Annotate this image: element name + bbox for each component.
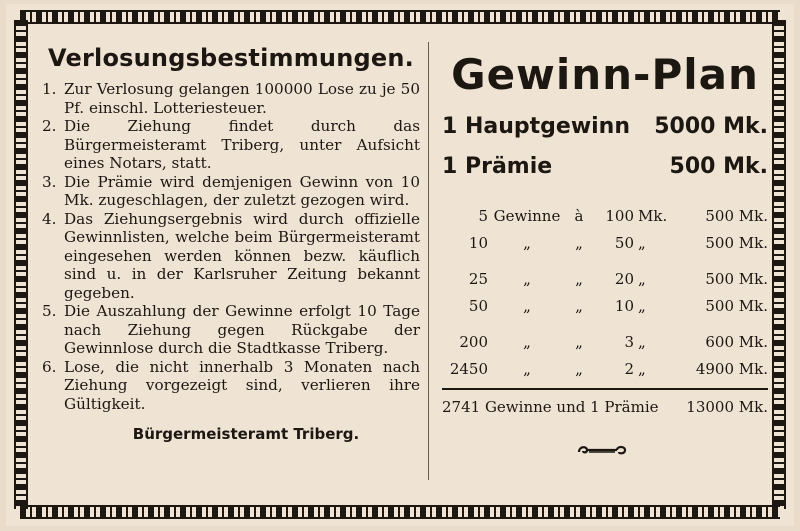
main-prize-amount: 5000 Mk. (654, 114, 768, 139)
prize-unit: „ (638, 359, 646, 378)
rules-section (42, 44, 420, 443)
prize-total: 500 Mk. (705, 233, 768, 252)
prize-total: 4900 Mk. (695, 359, 768, 378)
prize-a: „ (575, 296, 583, 315)
prize-each: 50 (614, 233, 634, 252)
prize-a: „ (575, 233, 583, 252)
decorative-border-right (772, 20, 786, 509)
rule-number: 5. (42, 302, 57, 320)
prize-count: 200 (459, 332, 488, 351)
decorative-border-left (14, 20, 28, 509)
main-prize-row (442, 112, 768, 142)
rule-item (42, 173, 420, 210)
prize-unit: „ (638, 233, 646, 252)
prize-word: Gewinne (493, 206, 561, 225)
rule-text: Die Auszahlung der Gewinne erfolgt 10 Tage nach Ziehung gegen Rückgabe der Gewinnlose durch die Stadtkasse Triberg. (64, 302, 420, 357)
prize-table (442, 202, 768, 382)
premium-label: 1 Prämie (442, 154, 553, 179)
prize-plan-section (442, 44, 768, 420)
premium-amount: 500 Mk. (669, 154, 768, 179)
rule-number: 6. (42, 357, 57, 376)
prize-unit: Mk. (638, 206, 668, 225)
prize-word: „ (523, 296, 531, 315)
rule-number: 2. (42, 117, 57, 135)
rule-item (42, 117, 420, 173)
prize-each: 10 (614, 296, 634, 315)
prize-word: „ (523, 233, 531, 252)
prize-total: 500 Mk. (705, 206, 768, 225)
prize-word: „ (523, 332, 531, 351)
prize-word: „ (523, 269, 531, 288)
rule-text: Zur Verlosung gelangen 100000 Lose zu je 50 Pf. einschl. Lotteriesteuer. (64, 80, 420, 117)
decorative-border-bottom (20, 505, 780, 519)
prize-a: à (574, 206, 584, 225)
rule-number: 4. (42, 209, 57, 228)
rule-text: Lose, die nicht innerhalb 3 Monaten nach Ziehung vorgezeigt sind, verlieren ihre Gültigkeit. (64, 357, 420, 413)
prize-row (442, 328, 768, 355)
rule-item (42, 210, 420, 303)
prize-count: 50 (468, 296, 488, 315)
summary-label: 2741 Gewinne und 1 Prämie (442, 398, 659, 416)
prize-word: „ (523, 359, 531, 378)
prize-each: 3 (624, 332, 634, 351)
prize-row (442, 202, 768, 229)
rule-text: Das Ziehungsergebnis wird durch offizielle Gewinnlisten, welche beim Bürgermeisteramt eingesehen werden können bezw. käuflich sind u. in der Karlsruher Zeitung bekannt gegeben. (64, 209, 420, 302)
prize-unit: „ (638, 332, 646, 351)
rule-item (42, 358, 420, 414)
prize-total: 500 Mk. (705, 296, 768, 315)
column-divider (428, 42, 429, 480)
prize-plan-title: Gewinn-Plan (451, 50, 759, 99)
decorative-border-top (20, 10, 780, 24)
rules-title: Verlosungsbestimmungen. (48, 44, 414, 72)
prize-each: 20 (614, 269, 634, 288)
prize-row (442, 229, 768, 256)
rule-text: Die Ziehung findet durch das Bürgermeisteramt Triberg, unter Aufsicht eines Notars, statt. (64, 117, 420, 172)
prize-unit: „ (638, 269, 646, 288)
rule-number: 1. (42, 80, 57, 98)
rule-item (42, 80, 420, 117)
summary-divider (442, 388, 768, 390)
prize-total: 500 Mk. (705, 269, 768, 288)
prize-each: 100 (605, 206, 634, 225)
premium-row (442, 152, 768, 182)
prize-a: „ (575, 359, 583, 378)
prize-unit: „ (638, 296, 646, 315)
rule-item (42, 302, 420, 358)
prize-count: 10 (468, 233, 488, 252)
flourish-ornament-icon (575, 442, 629, 458)
prize-a: „ (575, 332, 583, 351)
prize-row (442, 265, 768, 292)
rules-list (42, 80, 420, 413)
issuer-signature: Bürgermeisteramt Triberg. (132, 425, 360, 443)
prize-total: 600 Mk. (705, 332, 768, 351)
prize-count: 5 (478, 206, 488, 225)
summary-total: 13000 Mk. (686, 398, 768, 416)
prize-count: 25 (468, 269, 488, 288)
prize-a: „ (575, 269, 583, 288)
prize-each: 2 (624, 359, 634, 378)
prize-count: 2450 (449, 359, 488, 378)
main-prize-label: 1 Hauptgewinn (442, 114, 631, 139)
summary-row (442, 394, 768, 420)
prize-row (442, 292, 768, 319)
rule-text: Die Prämie wird demjenigen Gewinn von 10 Mk. zugeschlagen, der zuletzt gezogen wird. (64, 172, 420, 209)
prize-row (442, 355, 768, 382)
rule-number: 3. (42, 172, 57, 191)
